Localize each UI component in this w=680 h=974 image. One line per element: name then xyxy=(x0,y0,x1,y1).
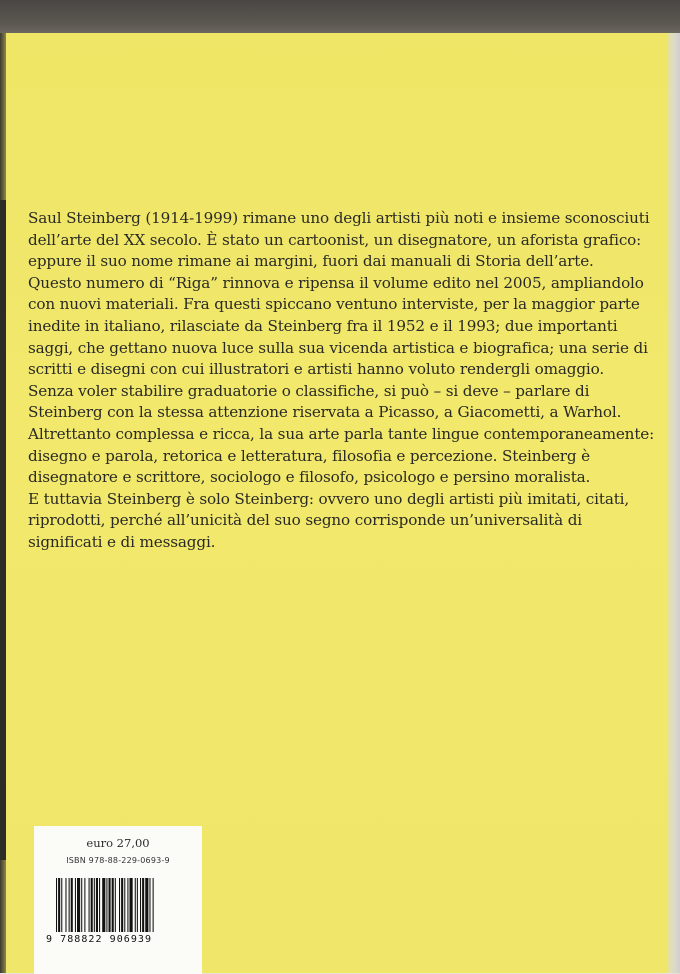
blurb-line: Senza voler stabilire graduatorie o classifiche, si può – si deve – parlare di xyxy=(28,381,590,400)
blurb-line: con nuovi materiali. Fra questi spiccano ventuno interviste, per la maggior parte xyxy=(28,295,640,314)
blurb-line: Steinberg con la stessa attenzione riservata a Picasso, a Giacometti, a Warhol. xyxy=(28,403,622,422)
blurb-line: inedite in italiano, rilasciate da Steinberg fra il 1952 e il 1993; due importanti xyxy=(28,316,618,335)
blurb-line: riprodotti, perché all’unicità del suo segno corrisponde un’universalità di xyxy=(28,511,582,530)
blurb-line: Saul Steinberg (1914-1999) rimane uno degli artisti più noti e insieme sconosciuti xyxy=(28,209,650,227)
page-edge xyxy=(668,33,680,973)
blurb-line: disegnatore e scrittore, sociologo e filosofo, psicologo e persino moralista. xyxy=(28,468,591,487)
blurb-line: significati e di messaggi. xyxy=(28,532,216,551)
spine-shadow xyxy=(0,200,6,860)
barcode-icon xyxy=(56,878,180,932)
blurb-line: E tuttavia Steinberg è solo Steinberg: ovvero uno degli artisti più imitati, citati, xyxy=(28,489,630,508)
isbn-label: ISBN 978-88-229-0693-9 xyxy=(66,856,170,865)
blurb-line: Questo numero di “Riga” rinnova e ripensa il volume edito nel 2005, ampliandolo xyxy=(28,273,644,292)
blurb-line: scritti e disegni con cui illustratori e artisti hanno voluto rendergli omaggio. xyxy=(28,360,605,379)
blurb-line: saggi, che gettano nuova luce sulla sua vicenda artistica e biografica; una serie di xyxy=(28,338,648,357)
blurb-text xyxy=(28,208,655,554)
top-dark-band xyxy=(0,0,680,33)
blurb-line: eppure il suo nome rimane ai margini, fuori dai manuali di Storia dell’arte. xyxy=(28,252,594,271)
price-label: euro 27,00 xyxy=(86,836,150,850)
price-box xyxy=(34,826,202,974)
blurb-line: Altrettanto complessa e ricca, la sua arte parla tante lingue contemporaneamente: xyxy=(28,424,655,443)
blurb-line: disegno e parola, retorica e letteratura, filosofia e percezione. Steinberg è xyxy=(28,446,591,465)
blurb-line: dell’arte del XX secolo. È stato un cartoonist, un disegnatore, un aforista grafico: xyxy=(28,230,642,249)
barcode-digits: 9 788822 906939 xyxy=(46,934,153,945)
